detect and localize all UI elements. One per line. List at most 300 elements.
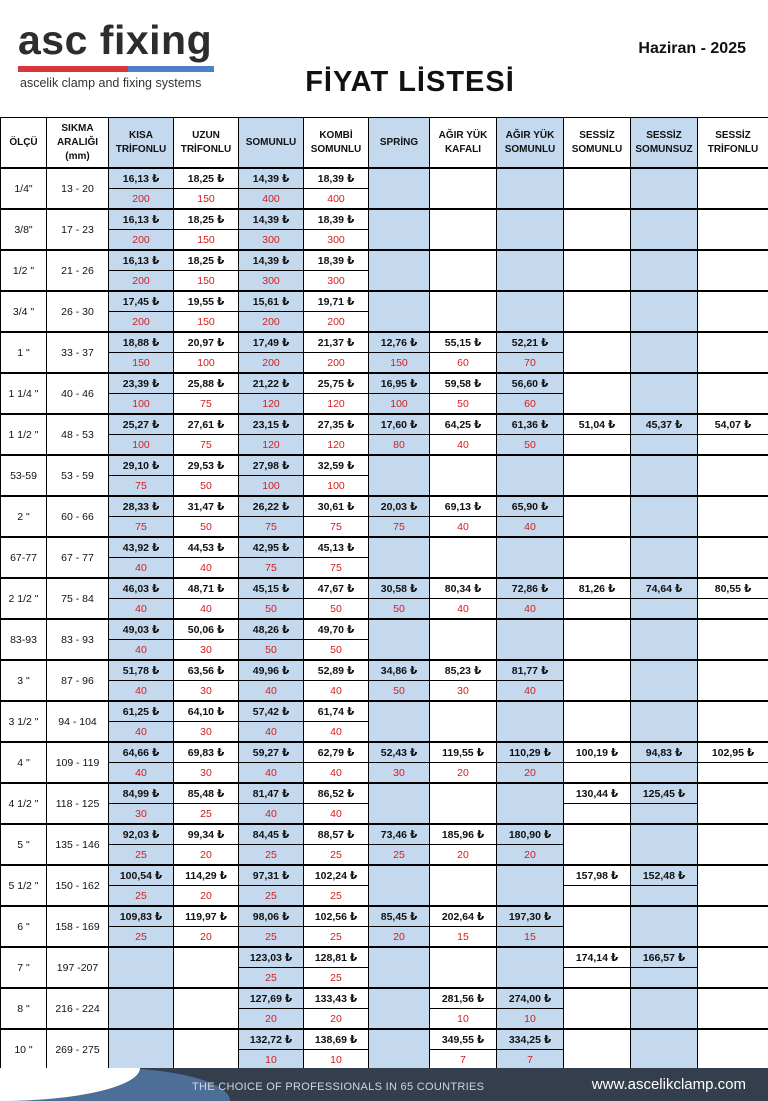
empty-cell: [430, 250, 497, 291]
empty-cell: [564, 701, 631, 742]
range-cell: 75 - 84: [47, 578, 109, 619]
size-cell: 3 1/2 ": [1, 701, 47, 742]
empty-cell: [698, 250, 768, 291]
table-row: [1, 291, 768, 312]
quantity-cell: 40: [304, 763, 369, 784]
price-cell: 85,23 ₺: [430, 660, 497, 681]
price-cell: 138,69 ₺: [304, 1029, 369, 1050]
price-cell: 73,46 ₺: [369, 824, 430, 845]
size-cell: 10 ": [1, 1029, 47, 1070]
size-cell: 5 ": [1, 824, 47, 865]
price-cell: 72,86 ₺: [497, 578, 564, 599]
empty-cell: [698, 660, 768, 701]
price-cell: 84,45 ₺: [239, 824, 304, 845]
table-row: [1, 906, 768, 927]
price-cell: 349,55 ₺: [430, 1029, 497, 1050]
price-cell: 123,03 ₺: [239, 947, 304, 968]
quantity-cell: 10: [304, 1050, 369, 1070]
empty-cell: [430, 209, 497, 250]
size-cell: 8 ": [1, 988, 47, 1029]
table-row: [1, 250, 768, 271]
quantity-cell: 40: [430, 435, 497, 456]
quantity-cell: 150: [174, 230, 239, 251]
quantity-cell: 75: [239, 558, 304, 579]
price-cell: 25,88 ₺: [174, 373, 239, 394]
price-cell: 102,24 ₺: [304, 865, 369, 886]
size-cell: 6 ": [1, 906, 47, 947]
price-cell: 81,47 ₺: [239, 783, 304, 804]
empty-cell: [497, 537, 564, 578]
price-cell: 97,31 ₺: [239, 865, 304, 886]
empty-cell: [369, 209, 430, 250]
price-cell: 29,10 ₺: [109, 455, 174, 476]
quantity-cell: 75: [174, 435, 239, 456]
price-cell: 16,13 ₺: [109, 168, 174, 189]
empty-cell: [564, 250, 631, 291]
table-row: [1, 455, 768, 476]
size-cell: 3/8": [1, 209, 47, 250]
price-cell: 17,49 ₺: [239, 332, 304, 353]
price-cell: 92,03 ₺: [109, 824, 174, 845]
quantity-cell: [698, 599, 768, 620]
empty-cell: [497, 783, 564, 824]
quantity-cell: 75: [304, 517, 369, 538]
price-cell: 20,03 ₺: [369, 496, 430, 517]
table-row: [1, 988, 768, 1009]
empty-cell: [631, 455, 698, 496]
quantity-cell: 25: [239, 886, 304, 907]
quantity-cell: 25: [239, 845, 304, 866]
table-row: [1, 373, 768, 394]
footer: [0, 1068, 768, 1101]
price-cell: 51,78 ₺: [109, 660, 174, 681]
quantity-cell: 50: [174, 476, 239, 497]
price-cell: 55,15 ₺: [430, 332, 497, 353]
quantity-cell: 25: [109, 886, 174, 907]
quantity-cell: 20: [174, 886, 239, 907]
quantity-cell: 200: [304, 312, 369, 333]
table-row: [1, 865, 768, 886]
price-cell: 18,39 ₺: [304, 250, 369, 271]
quantity-cell: 50: [174, 517, 239, 538]
price-cell: 16,95 ₺: [369, 373, 430, 394]
quantity-cell: 100: [239, 476, 304, 497]
size-cell: 3/4 ": [1, 291, 47, 332]
price-cell: 29,53 ₺: [174, 455, 239, 476]
quantity-cell: [564, 599, 631, 620]
price-cell: 54,07 ₺: [698, 414, 768, 435]
price-cell: 174,14 ₺: [564, 947, 631, 968]
empty-cell: [430, 619, 497, 660]
price-cell: 152,48 ₺: [631, 865, 698, 886]
range-cell: 21 - 26: [47, 250, 109, 291]
empty-cell: [564, 373, 631, 414]
price-cell: 132,72 ₺: [239, 1029, 304, 1050]
size-cell: 4 1/2 ": [1, 783, 47, 824]
price-cell: 85,45 ₺: [369, 906, 430, 927]
quantity-cell: 75: [239, 517, 304, 538]
price-cell: 18,88 ₺: [109, 332, 174, 353]
quantity-cell: [564, 804, 631, 825]
quantity-cell: [564, 886, 631, 907]
price-cell: 27,61 ₺: [174, 414, 239, 435]
quantity-cell: 25: [304, 927, 369, 948]
size-cell: 1 1/4 ": [1, 373, 47, 414]
range-cell: 158 - 169: [47, 906, 109, 947]
empty-cell: [631, 291, 698, 332]
price-cell: 46,03 ₺: [109, 578, 174, 599]
price-cell: 81,26 ₺: [564, 578, 631, 599]
range-cell: 94 - 104: [47, 701, 109, 742]
table-row: [1, 537, 768, 558]
price-cell: 14,39 ₺: [239, 209, 304, 230]
price-cell: 31,47 ₺: [174, 496, 239, 517]
quantity-cell: 20: [430, 845, 497, 866]
quantity-cell: 75: [109, 517, 174, 538]
price-cell: 127,69 ₺: [239, 988, 304, 1009]
price-cell: 88,57 ₺: [304, 824, 369, 845]
quantity-cell: 20: [369, 927, 430, 948]
quantity-cell: 40: [109, 640, 174, 661]
quantity-cell: 200: [109, 230, 174, 251]
table-row: [1, 783, 768, 804]
price-cell: 49,03 ₺: [109, 619, 174, 640]
quantity-cell: 30: [430, 681, 497, 702]
empty-cell: [369, 619, 430, 660]
quantity-cell: 7: [497, 1050, 564, 1070]
price-cell: 45,13 ₺: [304, 537, 369, 558]
quantity-cell: 40: [304, 681, 369, 702]
quantity-cell: [564, 968, 631, 989]
quantity-cell: 25: [304, 886, 369, 907]
quantity-cell: 150: [174, 312, 239, 333]
quantity-cell: 25: [304, 968, 369, 989]
price-cell: 74,64 ₺: [631, 578, 698, 599]
empty-cell: [698, 455, 768, 496]
size-cell: 2 ": [1, 496, 47, 537]
quantity-cell: 200: [109, 312, 174, 333]
empty-cell: [564, 332, 631, 373]
quantity-cell: 300: [239, 271, 304, 292]
size-cell: 7 ": [1, 947, 47, 988]
range-cell: 109 - 119: [47, 742, 109, 783]
price-cell: 63,56 ₺: [174, 660, 239, 681]
quantity-cell: 300: [304, 230, 369, 251]
price-cell: 110,29 ₺: [497, 742, 564, 763]
range-cell: 40 - 46: [47, 373, 109, 414]
quantity-cell: 50: [304, 599, 369, 620]
column-header: SIKMA ARALIĞI (mm): [47, 118, 109, 169]
price-cell: 21,37 ₺: [304, 332, 369, 353]
price-cell: 166,57 ₺: [631, 947, 698, 968]
empty-cell: [698, 537, 768, 578]
price-cell: 64,25 ₺: [430, 414, 497, 435]
page-title: FİYAT LİSTESİ: [305, 66, 515, 98]
quantity-cell: 40: [109, 763, 174, 784]
empty-cell: [631, 168, 698, 209]
quantity-cell: 60: [430, 353, 497, 374]
column-header: SOMUNLU: [239, 118, 304, 169]
empty-cell: [631, 537, 698, 578]
quantity-cell: 75: [174, 394, 239, 415]
quantity-cell: [698, 435, 768, 456]
range-cell: 26 - 30: [47, 291, 109, 332]
quantity-cell: 10: [239, 1050, 304, 1070]
price-cell: 98,06 ₺: [239, 906, 304, 927]
quantity-cell: 40: [109, 681, 174, 702]
quantity-cell: 120: [304, 435, 369, 456]
quantity-cell: 120: [304, 394, 369, 415]
empty-cell: [698, 168, 768, 209]
empty-cell: [174, 1029, 239, 1070]
quantity-cell: [564, 435, 631, 456]
price-cell: 56,60 ₺: [497, 373, 564, 394]
price-cell: 119,97 ₺: [174, 906, 239, 927]
empty-cell: [564, 906, 631, 947]
empty-cell: [497, 865, 564, 906]
quantity-cell: 120: [239, 394, 304, 415]
empty-cell: [631, 250, 698, 291]
brand-name: asc fixing: [18, 17, 213, 63]
table-row-quantity: [1, 763, 768, 784]
empty-cell: [430, 865, 497, 906]
empty-cell: [631, 209, 698, 250]
quantity-cell: 150: [369, 353, 430, 374]
price-cell: 43,92 ₺: [109, 537, 174, 558]
range-cell: 269 - 275: [47, 1029, 109, 1070]
price-cell: 30,58 ₺: [369, 578, 430, 599]
quantity-cell: 50: [369, 599, 430, 620]
price-cell: 19,71 ₺: [304, 291, 369, 312]
quantity-cell: 20: [174, 927, 239, 948]
quantity-cell: 200: [239, 353, 304, 374]
empty-cell: [631, 906, 698, 947]
quantity-cell: 20: [430, 763, 497, 784]
size-cell: 4 ": [1, 742, 47, 783]
quantity-cell: 200: [109, 271, 174, 292]
empty-cell: [631, 619, 698, 660]
empty-cell: [631, 332, 698, 373]
column-header: KOMBİ SOMUNLU: [304, 118, 369, 169]
quantity-cell: 50: [239, 599, 304, 620]
price-cell: 84,99 ₺: [109, 783, 174, 804]
empty-cell: [174, 988, 239, 1029]
price-cell: 25,75 ₺: [304, 373, 369, 394]
table-body: [1, 168, 768, 1070]
table-row: [1, 496, 768, 517]
quantity-cell: 40: [497, 517, 564, 538]
size-cell: 1/4": [1, 168, 47, 209]
empty-cell: [564, 496, 631, 537]
quantity-cell: 20: [174, 845, 239, 866]
empty-cell: [497, 209, 564, 250]
empty-cell: [564, 455, 631, 496]
price-cell: 48,26 ₺: [239, 619, 304, 640]
price-cell: 61,25 ₺: [109, 701, 174, 722]
size-cell: 1 ": [1, 332, 47, 373]
price-cell: 15,61 ₺: [239, 291, 304, 312]
quantity-cell: 200: [109, 189, 174, 210]
column-header: SESSİZ SOMUNSUZ: [631, 118, 698, 169]
quantity-cell: [631, 804, 698, 825]
quantity-cell: 30: [174, 763, 239, 784]
quantity-cell: 40: [304, 804, 369, 825]
price-cell: 61,36 ₺: [497, 414, 564, 435]
price-cell: 114,29 ₺: [174, 865, 239, 886]
price-cell: 25,27 ₺: [109, 414, 174, 435]
quantity-cell: [631, 968, 698, 989]
price-cell: 130,44 ₺: [564, 783, 631, 804]
price-cell: 86,52 ₺: [304, 783, 369, 804]
quantity-cell: 150: [174, 271, 239, 292]
price-cell: 26,22 ₺: [239, 496, 304, 517]
size-cell: 2 1/2 ": [1, 578, 47, 619]
quantity-cell: 25: [174, 804, 239, 825]
table-row-quantity: [1, 435, 768, 456]
quantity-cell: 100: [304, 476, 369, 497]
quantity-cell: 20: [239, 1009, 304, 1030]
quantity-cell: 200: [304, 353, 369, 374]
quantity-cell: 40: [174, 599, 239, 620]
price-cell: 28,33 ₺: [109, 496, 174, 517]
empty-cell: [631, 373, 698, 414]
empty-cell: [369, 1029, 430, 1070]
price-cell: 52,43 ₺: [369, 742, 430, 763]
table-row: [1, 332, 768, 353]
price-cell: 18,25 ₺: [174, 168, 239, 189]
price-cell: 62,79 ₺: [304, 742, 369, 763]
quantity-cell: 120: [239, 435, 304, 456]
range-cell: 33 - 37: [47, 332, 109, 373]
price-cell: 59,58 ₺: [430, 373, 497, 394]
price-cell: 202,64 ₺: [430, 906, 497, 927]
quantity-cell: 300: [304, 271, 369, 292]
quantity-cell: 400: [239, 189, 304, 210]
column-header: KISA TRİFONLU: [109, 118, 174, 169]
price-cell: 125,45 ₺: [631, 783, 698, 804]
empty-cell: [698, 783, 768, 824]
quantity-cell: 40: [304, 722, 369, 743]
empty-cell: [564, 660, 631, 701]
empty-cell: [698, 906, 768, 947]
quantity-cell: 30: [174, 640, 239, 661]
column-header: AĞIR YÜK SOMUNLU: [497, 118, 564, 169]
empty-cell: [564, 619, 631, 660]
price-cell: 17,60 ₺: [369, 414, 430, 435]
quantity-cell: 30: [174, 722, 239, 743]
empty-cell: [369, 250, 430, 291]
price-cell: 274,00 ₺: [497, 988, 564, 1009]
quantity-cell: 100: [109, 435, 174, 456]
price-cell: 197,30 ₺: [497, 906, 564, 927]
price-cell: 133,43 ₺: [304, 988, 369, 1009]
range-cell: 60 - 66: [47, 496, 109, 537]
price-cell: 19,55 ₺: [174, 291, 239, 312]
range-cell: 48 - 53: [47, 414, 109, 455]
empty-cell: [109, 947, 174, 988]
price-cell: 45,37 ₺: [631, 414, 698, 435]
quantity-cell: 25: [109, 927, 174, 948]
empty-cell: [430, 537, 497, 578]
quantity-cell: [631, 763, 698, 784]
size-cell: 1/2 ": [1, 250, 47, 291]
table-row: [1, 824, 768, 845]
quantity-cell: 10: [430, 1009, 497, 1030]
price-cell: 94,83 ₺: [631, 742, 698, 763]
column-header: UZUN TRİFONLU: [174, 118, 239, 169]
empty-cell: [564, 291, 631, 332]
empty-cell: [698, 332, 768, 373]
price-list-date: Haziran - 2025: [638, 40, 746, 57]
quantity-cell: 50: [304, 640, 369, 661]
empty-cell: [369, 865, 430, 906]
price-cell: 180,90 ₺: [497, 824, 564, 845]
quantity-cell: 40: [239, 804, 304, 825]
quantity-cell: [631, 435, 698, 456]
range-cell: 87 - 96: [47, 660, 109, 701]
price-cell: 102,56 ₺: [304, 906, 369, 927]
quantity-cell: 40: [239, 763, 304, 784]
quantity-cell: 30: [109, 804, 174, 825]
price-cell: 12,76 ₺: [369, 332, 430, 353]
quantity-cell: [564, 763, 631, 784]
price-cell: 32,59 ₺: [304, 455, 369, 476]
price-cell: 80,55 ₺: [698, 578, 768, 599]
empty-cell: [430, 947, 497, 988]
quantity-cell: 40: [239, 681, 304, 702]
empty-cell: [369, 947, 430, 988]
size-cell: 83-93: [1, 619, 47, 660]
table-row-quantity: [1, 599, 768, 620]
range-cell: 135 - 146: [47, 824, 109, 865]
price-cell: 100,19 ₺: [564, 742, 631, 763]
quantity-cell: [631, 886, 698, 907]
quantity-cell: 10: [497, 1009, 564, 1030]
footer-website-link[interactable]: www.ascelikclamp.com: [591, 1076, 746, 1093]
price-cell: 109,83 ₺: [109, 906, 174, 927]
empty-cell: [698, 209, 768, 250]
empty-cell: [698, 1029, 768, 1070]
quantity-cell: 30: [174, 681, 239, 702]
quantity-cell: 400: [304, 189, 369, 210]
quantity-cell: 40: [109, 558, 174, 579]
range-cell: 53 - 59: [47, 455, 109, 496]
quantity-cell: 40: [109, 722, 174, 743]
empty-cell: [109, 1029, 174, 1070]
empty-cell: [631, 988, 698, 1029]
size-cell: 3 ": [1, 660, 47, 701]
price-cell: 64,10 ₺: [174, 701, 239, 722]
price-cell: 334,25 ₺: [497, 1029, 564, 1050]
empty-cell: [430, 455, 497, 496]
empty-cell: [698, 619, 768, 660]
price-cell: 42,95 ₺: [239, 537, 304, 558]
price-cell: 17,45 ₺: [109, 291, 174, 312]
empty-cell: [564, 168, 631, 209]
empty-cell: [564, 209, 631, 250]
empty-cell: [369, 537, 430, 578]
price-cell: 81,77 ₺: [497, 660, 564, 681]
price-cell: 281,56 ₺: [430, 988, 497, 1009]
empty-cell: [698, 865, 768, 906]
price-cell: 61,74 ₺: [304, 701, 369, 722]
price-cell: 14,39 ₺: [239, 168, 304, 189]
price-cell: 102,95 ₺: [698, 742, 768, 763]
column-header: SESSİZ TRİFONLU: [698, 118, 768, 169]
empty-cell: [631, 824, 698, 865]
quantity-cell: 15: [497, 927, 564, 948]
price-cell: 52,21 ₺: [497, 332, 564, 353]
